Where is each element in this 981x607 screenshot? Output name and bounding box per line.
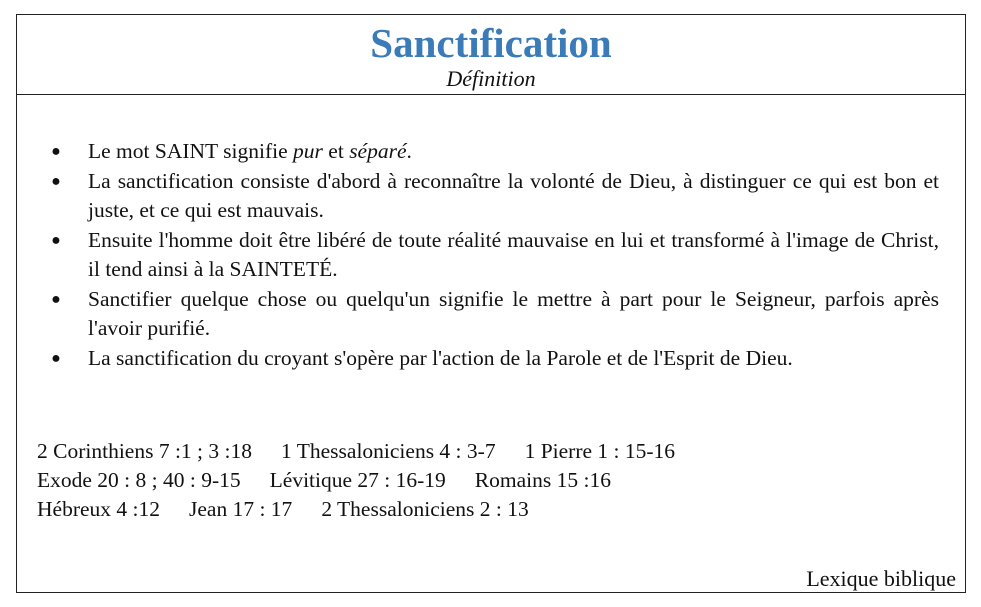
list-item [50, 285, 939, 343]
list-item-text: et [322, 139, 350, 163]
emphasis-text: séparé [349, 139, 407, 163]
bullet-icon: ● [51, 232, 61, 249]
page-subtitle: Définition [446, 66, 536, 91]
list-item-text: Le mot SAINT signifie [88, 139, 294, 163]
reference: 1 Thessaloniciens 4 : 3-7 [281, 439, 496, 463]
emphasis-text: pur [293, 139, 323, 163]
list-item-text: Ensuite l'homme doit être libéré de toute réalité mauvaise en lui et transformé à l'image de Christ, il tend ainsi à la SAINTETÉ. [88, 228, 939, 281]
page-title: Sanctification [370, 20, 612, 66]
list-item [50, 226, 939, 284]
reference: 2 Thessaloniciens 2 : 13 [321, 497, 529, 521]
bullet-icon: ● [51, 143, 61, 160]
reference: 2 Corinthiens 7 :1 ; 3 :18 [37, 439, 252, 463]
definition-list [50, 137, 939, 374]
reference-row [37, 495, 675, 524]
scripture-references [37, 437, 675, 524]
bullet-icon: ● [51, 350, 61, 367]
list-item-text: Sanctifier quelque chose ou quelqu'un signifie le mettre à part pour le Seigneur, parfois après l'avoir purifié. [88, 287, 939, 340]
reference: Lévitique 27 : 16-19 [269, 468, 446, 492]
reference: 1 Pierre 1 : 15-16 [524, 439, 676, 463]
list-item-text: La sanctification consiste d'abord à reconnaître la volonté de Dieu, à distinguer ce qui est bon et juste, et ce qui est mauvais. [88, 169, 939, 222]
reference: Jean 17 : 17 [189, 497, 293, 521]
card-header [17, 15, 965, 95]
list-item-text: La sanctification du croyant s'opère par l'action de la Parole et de l'Esprit de Dieu. [88, 346, 793, 370]
reference: Romains 15 :16 [474, 468, 611, 492]
list-item-text: . [406, 139, 412, 163]
reference-row [37, 437, 675, 466]
reference-row [37, 466, 675, 495]
bullet-icon: ● [51, 173, 61, 190]
list-item [50, 344, 939, 373]
reference: Hébreux 4 :12 [37, 497, 160, 521]
footer-label: Lexique biblique [806, 566, 956, 591]
list-item [50, 137, 939, 166]
bullet-icon: ● [51, 291, 61, 308]
list-item [50, 167, 939, 225]
reference: Exode 20 : 8 ; 40 : 9-15 [37, 468, 241, 492]
